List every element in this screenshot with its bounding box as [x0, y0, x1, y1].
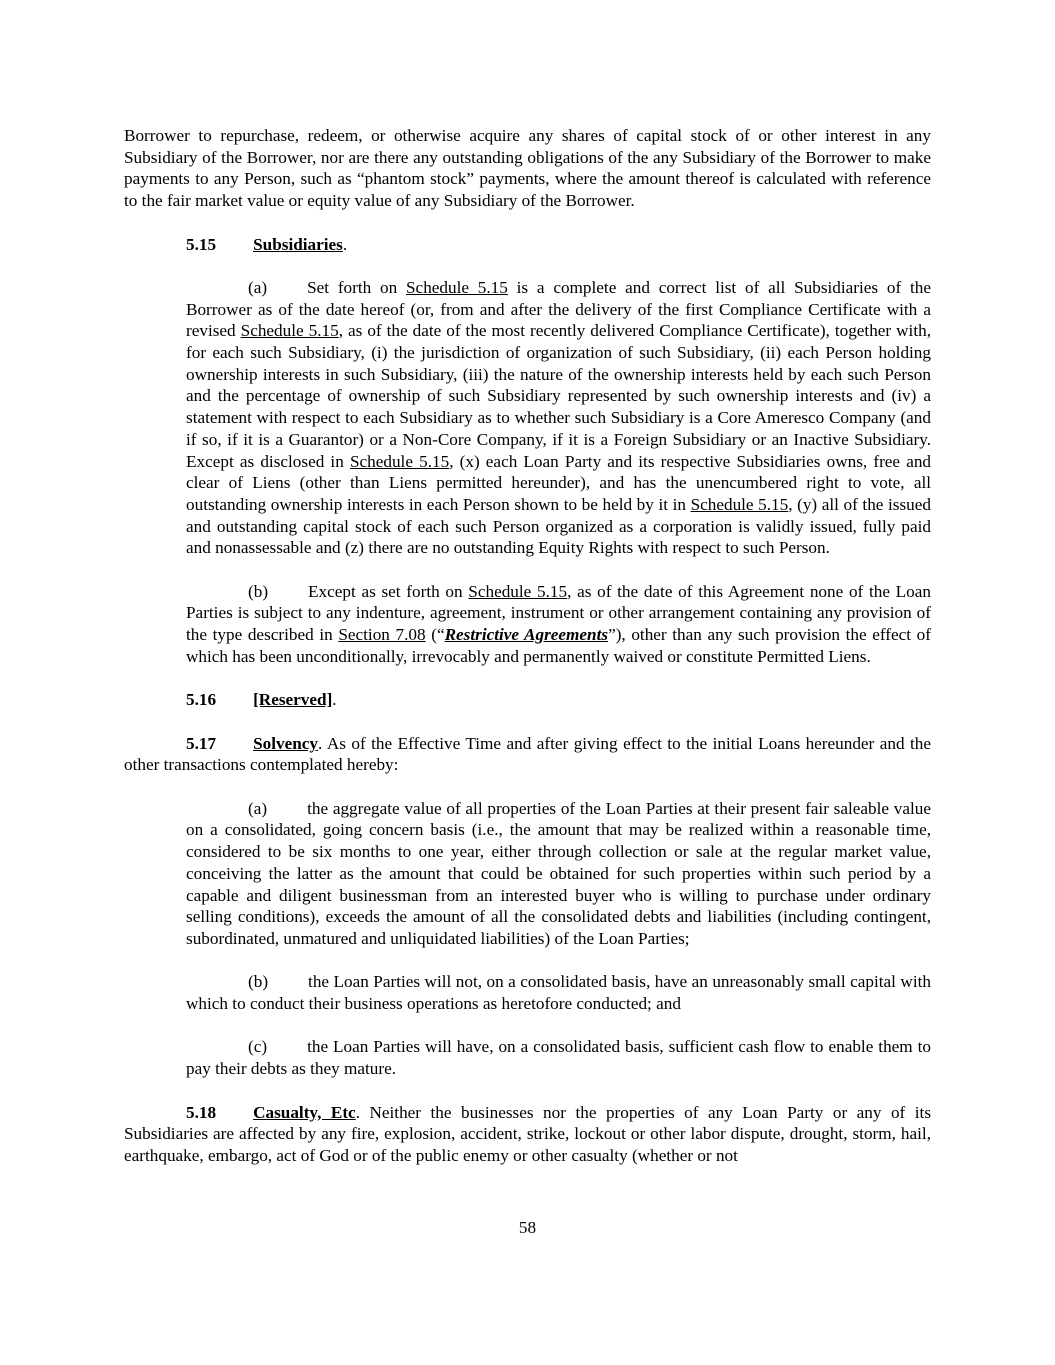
para-label: (c)	[248, 1037, 268, 1057]
section-5-17-heading: 5.17 Solvency. As of the Effective Time and after giving effect to the initial Loans hereunder and the other transactions contemplated hereby:	[124, 733, 931, 775]
para-label: (a)	[248, 277, 268, 297]
para-label: (a)	[248, 798, 268, 818]
section-number: 5.16	[186, 690, 217, 710]
section-5-15-para-a: (a) Set forth on Schedule 5.15 is a complete and correct list of all Subsidiaries of the Borrower as of the date hereof (or, from and after the delivery of the first Compliance Certificate with a revised Schedule 5.15, as of the date of the most recently delivered Compliance Certificate), together with, for each such Subsidiary, (i) the jurisdiction of organization of such Subsidiary, (ii) each Person holding ownership interests in such Subsidiary, (iii) the nature of the ownership interests held by each such Person and the percentage of ownership of such Subsidiary represented by such ownership interests and (iv) a statement with respect to each Subsidiary as to whether such Subsidiary is a Core Ameresco Company (and if so, if it is a Guarantor) or a Non-Core Company, if it is a Foreign Subsidiary or an Inactive Subsidiary. Except as disclosed in Schedule 5.15, (x) each Loan Party and its respective Subsidiaries owns, free and clear of Liens (other than Liens permitted hereunder), and has the unencumbered right to vote, all outstanding ownership interests in each Person shown to be held by it in Schedule 5.15, (y) all of the issued and outstanding capital stock of each such Person organized as a corporation is validly issued, fully paid and nonassessable and (z) there are no outstanding Equity Rights with respect to such Person.	[186, 277, 932, 558]
schedule-reference-link[interactable]: Schedule 5.15	[406, 277, 508, 297]
section-5-15-heading	[124, 234, 931, 256]
section-5-15-para-b: (b) Except as set forth on Schedule 5.15, as of the date of this Agreement none of the Loan Parties is subject to any indenture, agreement, instrument or other arrangement containing any provision of the type described in Section 7.08 (“Restrictive Agreements”), other than any such provision the effect of which has been unconditionally, irrevocably and permanently waived or constitute Permitted Liens.	[186, 581, 931, 666]
schedule-reference-link[interactable]: Schedule 5.15	[349, 451, 450, 471]
section-5-17-para-c: (c) the Loan Parties will have, on a consolidated basis, sufficient cash flow to enable them to pay their debts as they mature.	[186, 1037, 931, 1079]
intro-paragraph: Borrower to repurchase, redeem, or otherwise acquire any shares of capital stock of or other interest in any Subsidiary of the Borrower, nor are there any outstanding obligations of the any Subsidiary of the Borrower to make payments to any Person, such as “phantom stock” payments, where the amount thereof is calculated with reference to the fair market value or equity value of any Subsidiary of the Borrower.	[124, 126, 931, 211]
section-number: 5.18	[186, 1102, 217, 1122]
section-5-17-para-a: (a) the aggregate value of all properties of the Loan Parties at their present fair saleable value on a consolidated, going concern basis (i.e., the amount that may be realized within a reasonable time, considered to be six months to one year, either through collection or sale at the regular market value, conceiving the latter as the amount that could be obtained for such properties within such period by a capable and diligent businessman from an interested buyer who is willing to purchase under ordinary selling conditions), exceeds the amount of all the consolidated debts and liabilities (including contingent, subordinated, unmatured and unliquidated liabilities) of the Loan Parties;	[186, 798, 931, 948]
section-number: 5.17	[186, 733, 217, 753]
defined-term: Restrictive Agreements	[444, 625, 609, 645]
schedule-reference-link[interactable]: Schedule 5.15	[690, 494, 789, 514]
section-title: Solvency	[253, 733, 319, 753]
section-5-18-heading: 5.18 Casualty, Etc. Neither the businesses nor the properties of any Loan Party or any of its Subsidiaries are affected by any fire, explosion, accident, strike, lockout or other labor dispute, drought, storm, hail, earthquake, embargo, act of God or of the public enemy or other casualty (whether or not	[124, 1102, 932, 1165]
title-suffix: .	[332, 690, 337, 710]
page-number: 58	[518, 1217, 537, 1237]
section-5-16-heading	[124, 689, 931, 711]
title-suffix: .	[342, 234, 348, 254]
section-title: [Reserved]	[253, 690, 333, 710]
schedule-reference-link[interactable]: Schedule 5.15	[240, 321, 339, 341]
section-title: Subsidiaries	[253, 234, 343, 254]
para-label: (b)	[248, 972, 269, 992]
section-5-17-para-b: (b) the Loan Parties will not, on a consolidated basis, have an unreasonably small capital with which to conduct their business operations as heretofore conducted; and	[186, 972, 931, 1014]
section-title: Casualty, Etc	[253, 1102, 356, 1122]
section-number: 5.15	[186, 234, 217, 254]
schedule-reference-link[interactable]: Schedule 5.15	[468, 581, 568, 601]
para-label: (b)	[248, 581, 269, 601]
document-page	[124, 0, 931, 1167]
section-reference-link[interactable]: Section 7.08	[338, 625, 426, 645]
